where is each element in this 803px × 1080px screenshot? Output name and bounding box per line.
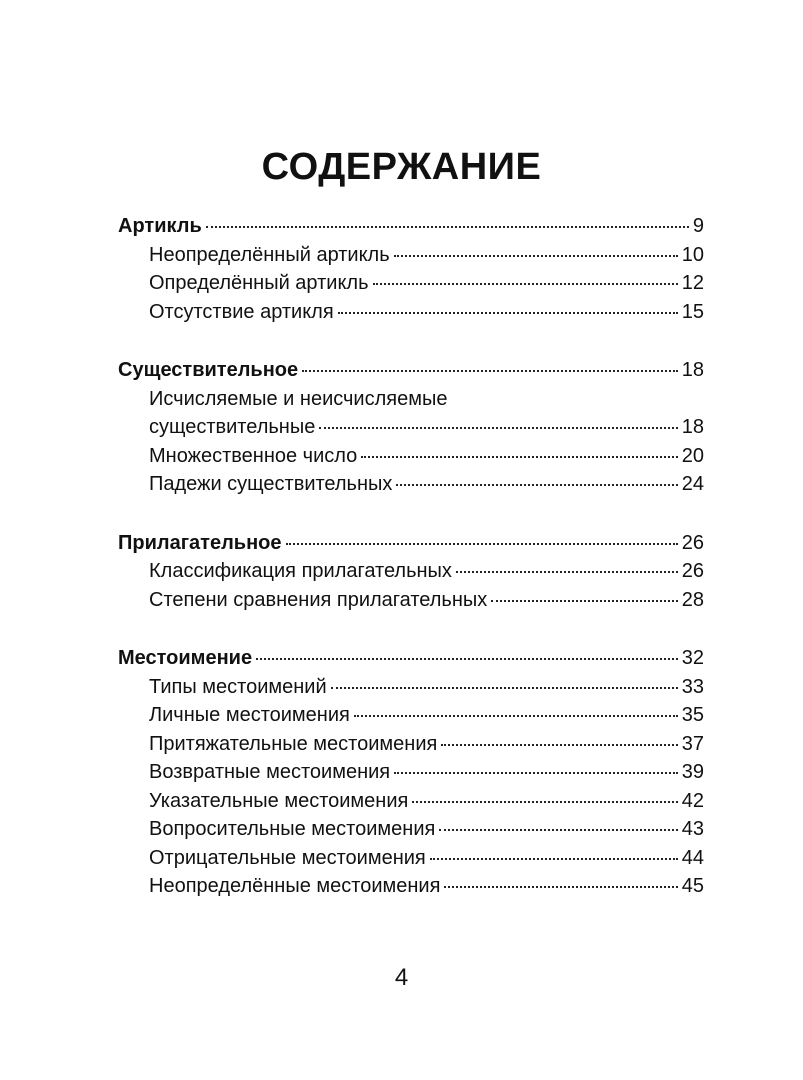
toc-page-number: 12: [681, 272, 704, 294]
toc-page-number: 45: [681, 875, 704, 897]
toc-heading: Местоимение: [118, 647, 253, 669]
dot-leader: [444, 886, 677, 888]
toc-page-number: 37: [681, 732, 704, 755]
toc-entry-label: Классификация прилагательных: [149, 560, 452, 582]
toc-entry-label: Указательные местоимения: [149, 789, 409, 812]
dot-leader: [286, 543, 678, 545]
toc-entry[interactable]: [118, 269, 704, 298]
toc-page-number: 26: [681, 560, 704, 582]
toc-entry[interactable]: [118, 815, 704, 844]
dot-leader: [439, 829, 677, 831]
dot-leader: [206, 226, 689, 228]
page-title: СОДЕРЖАНИЕ: [261, 146, 542, 188]
dot-leader: [394, 772, 678, 774]
toc-heading-row[interactable]: [118, 529, 704, 558]
dot-leader: [412, 801, 677, 803]
toc-page-number: 32: [681, 647, 704, 669]
toc-page-number: 28: [681, 588, 704, 611]
dot-leader: [302, 370, 678, 372]
dot-leader: [396, 484, 677, 486]
toc-heading-row[interactable]: [118, 212, 704, 241]
toc-entry[interactable]: [118, 872, 704, 901]
toc-page-number: 15: [681, 300, 704, 323]
dot-leader: [430, 858, 678, 860]
toc-heading-row[interactable]: [118, 356, 704, 385]
toc-page-number: 24: [681, 473, 704, 495]
dot-leader: [319, 427, 677, 429]
table-of-contents: [118, 212, 704, 931]
toc-entry-label: Отсутствие артикля: [149, 300, 334, 323]
toc-entry[interactable]: [118, 586, 704, 615]
toc-entry-label: Притяжательные местоимения: [149, 732, 438, 755]
toc-section: [118, 212, 704, 326]
toc-section: [118, 529, 704, 615]
dot-leader: [373, 283, 678, 285]
dot-leader: [394, 255, 678, 257]
toc-page-number: 42: [681, 789, 704, 812]
dot-leader: [491, 600, 678, 602]
toc-entry-label-line1: Исчисляемые и неисчисляемые: [149, 387, 448, 410]
toc-entry[interactable]: [118, 673, 704, 702]
toc-entry[interactable]: [118, 241, 704, 270]
toc-entry-label: Отрицательные местоимения: [149, 846, 426, 869]
toc-page-number: 43: [681, 818, 704, 840]
toc-entry[interactable]: [118, 413, 704, 442]
toc-page-number: 18: [681, 416, 704, 438]
toc-entry[interactable]: [118, 787, 704, 816]
toc-page-number: 10: [681, 243, 704, 266]
toc-entry-label: Степени сравнения прилагательных: [149, 588, 488, 611]
toc-entry-label: Личные местоимения: [149, 704, 350, 726]
toc-heading-row[interactable]: [118, 644, 704, 673]
toc-entry[interactable]: [118, 442, 704, 471]
toc-entry-label: существительные: [149, 416, 316, 438]
toc-entry[interactable]: [118, 557, 704, 586]
toc-page-number: 18: [681, 359, 704, 381]
toc-entry-label: Множественное число: [149, 444, 358, 467]
dot-leader: [354, 715, 678, 717]
toc-heading: Существительное: [118, 359, 299, 381]
dot-leader: [361, 456, 677, 458]
toc-section: [118, 644, 704, 901]
toc-page-number: 9: [692, 215, 704, 237]
toc-entry[interactable]: [118, 730, 704, 759]
toc-entry-label: Типы местоимений: [149, 675, 327, 698]
toc-page-number: 44: [681, 846, 704, 869]
toc-entry[interactable]: [118, 758, 704, 787]
toc-entry-label: Возвратные местоимения: [149, 761, 391, 783]
toc-entry-label: Вопросительные местоимения: [149, 818, 436, 840]
toc-page-number: 20: [681, 444, 704, 467]
toc-entry[interactable]: [118, 701, 704, 730]
dot-leader: [331, 687, 678, 689]
toc-heading: Артикль: [118, 215, 202, 237]
dot-leader: [256, 658, 678, 660]
dot-leader: [338, 312, 678, 314]
toc-page-number: 35: [681, 704, 704, 726]
toc-entry-label: Неопределённый артикль: [149, 243, 390, 266]
toc-entry[interactable]: [118, 298, 704, 327]
toc-entry-label: Неопределённые местоимения: [149, 875, 441, 897]
toc-entry[interactable]: [118, 470, 704, 499]
toc-page-number: 39: [681, 761, 704, 783]
toc-heading: Прилагательное: [118, 531, 282, 554]
dot-leader: [456, 571, 678, 573]
toc-entry-label: Определённый артикль: [149, 272, 369, 294]
toc-entry-label: Падежи существительных: [149, 473, 393, 495]
toc-page-number: 26: [681, 531, 704, 554]
toc-entry[interactable]: [118, 844, 704, 873]
toc-section: [118, 356, 704, 499]
page-number: 4: [394, 964, 409, 991]
dot-leader: [441, 744, 677, 746]
toc-page-number: 33: [681, 675, 704, 698]
